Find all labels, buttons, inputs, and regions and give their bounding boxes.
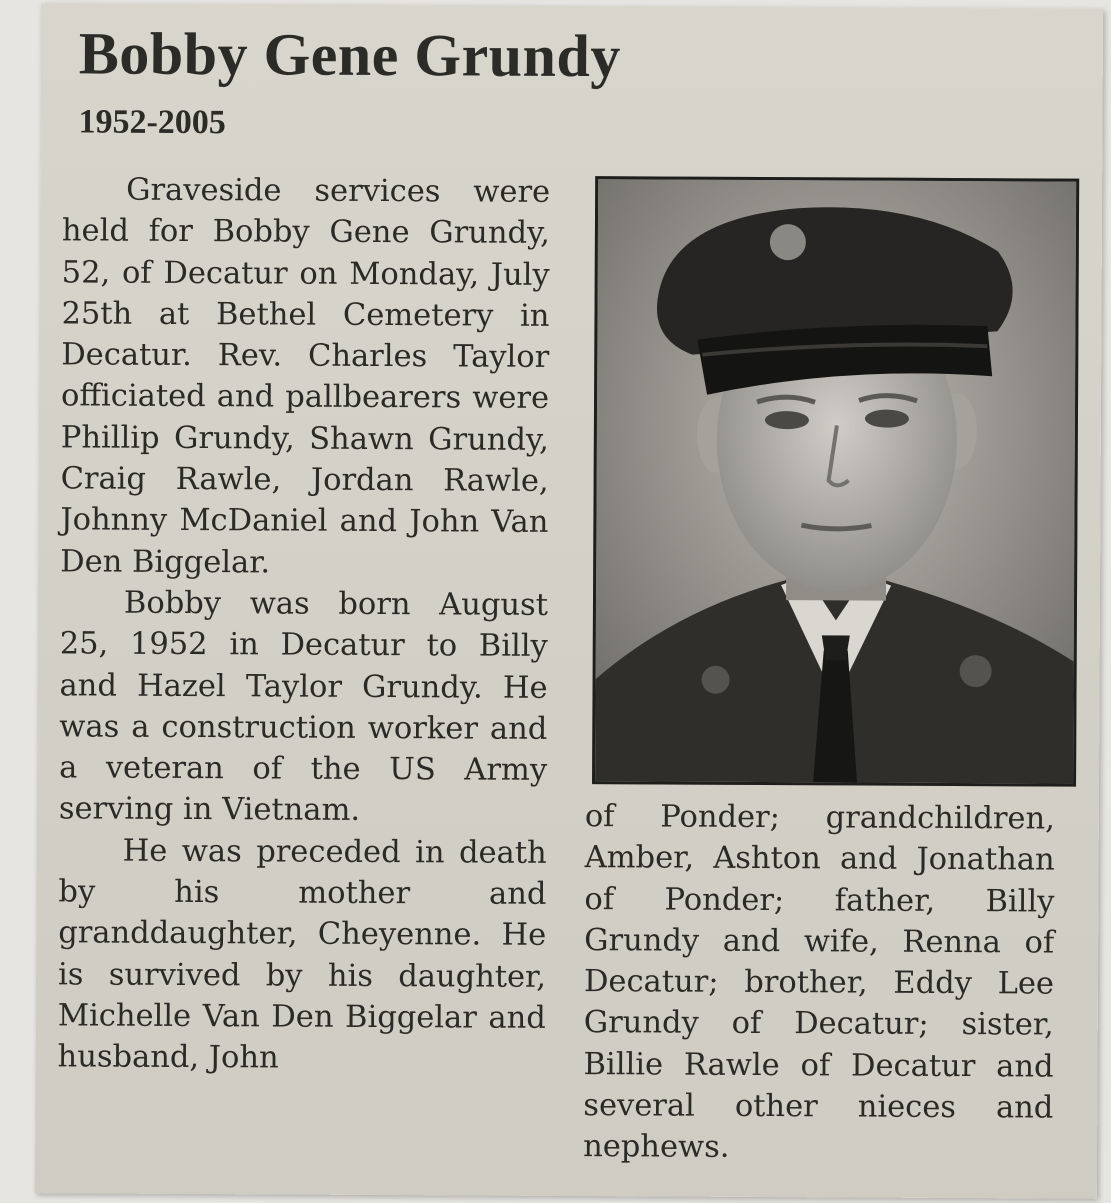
obituary-dates: 1952-2005 xyxy=(78,103,226,142)
obituary-paragraph-birth: Bobby was born August 25, 1952 in Decatur to Billy and Hazel Taylor Grundy. He was a construction worker and a veteran of the US Army serving in Vietnam. xyxy=(58,585,549,829)
soldier-portrait-image xyxy=(595,179,1076,783)
portrait-photo xyxy=(592,176,1079,787)
obituary-left-column xyxy=(57,169,550,1080)
obituary-paragraph-survivors: of Ponder; grandchildren, Amber, Ashton and Jonathan of Ponder; father, Billy Grundy and wife, Renna of Decatur; brother, Eddy Lee Grundy of Decatur; sister, Billie Rawle of Decatur and several other nieces and nephews. xyxy=(583,799,1055,1166)
obituary-paragraph-services: Graveside services were held for Bobby Gene Grundy, 52, of Decatur on Monday, July 25th at Bethel Cemetery in Decatur. Rev. Charles Taylor officiated and pallbearers were Phillip Grundy, Shawn Grundy, Craig Rawle, Jordan Rawle, Johnny McDaniel and John Van Den Biggelar. xyxy=(60,172,551,581)
newspaper-clipping xyxy=(35,3,1103,1199)
obituary-paragraph-family: He was preceded in death by his mother and granddaughter, Cheyenne. He is survived by his daughter, Michelle Van Den Biggelar and husband, John xyxy=(57,833,547,1076)
obituary-name: Bobby Gene Grundy xyxy=(78,20,621,90)
obituary-right-column xyxy=(583,796,1055,1170)
